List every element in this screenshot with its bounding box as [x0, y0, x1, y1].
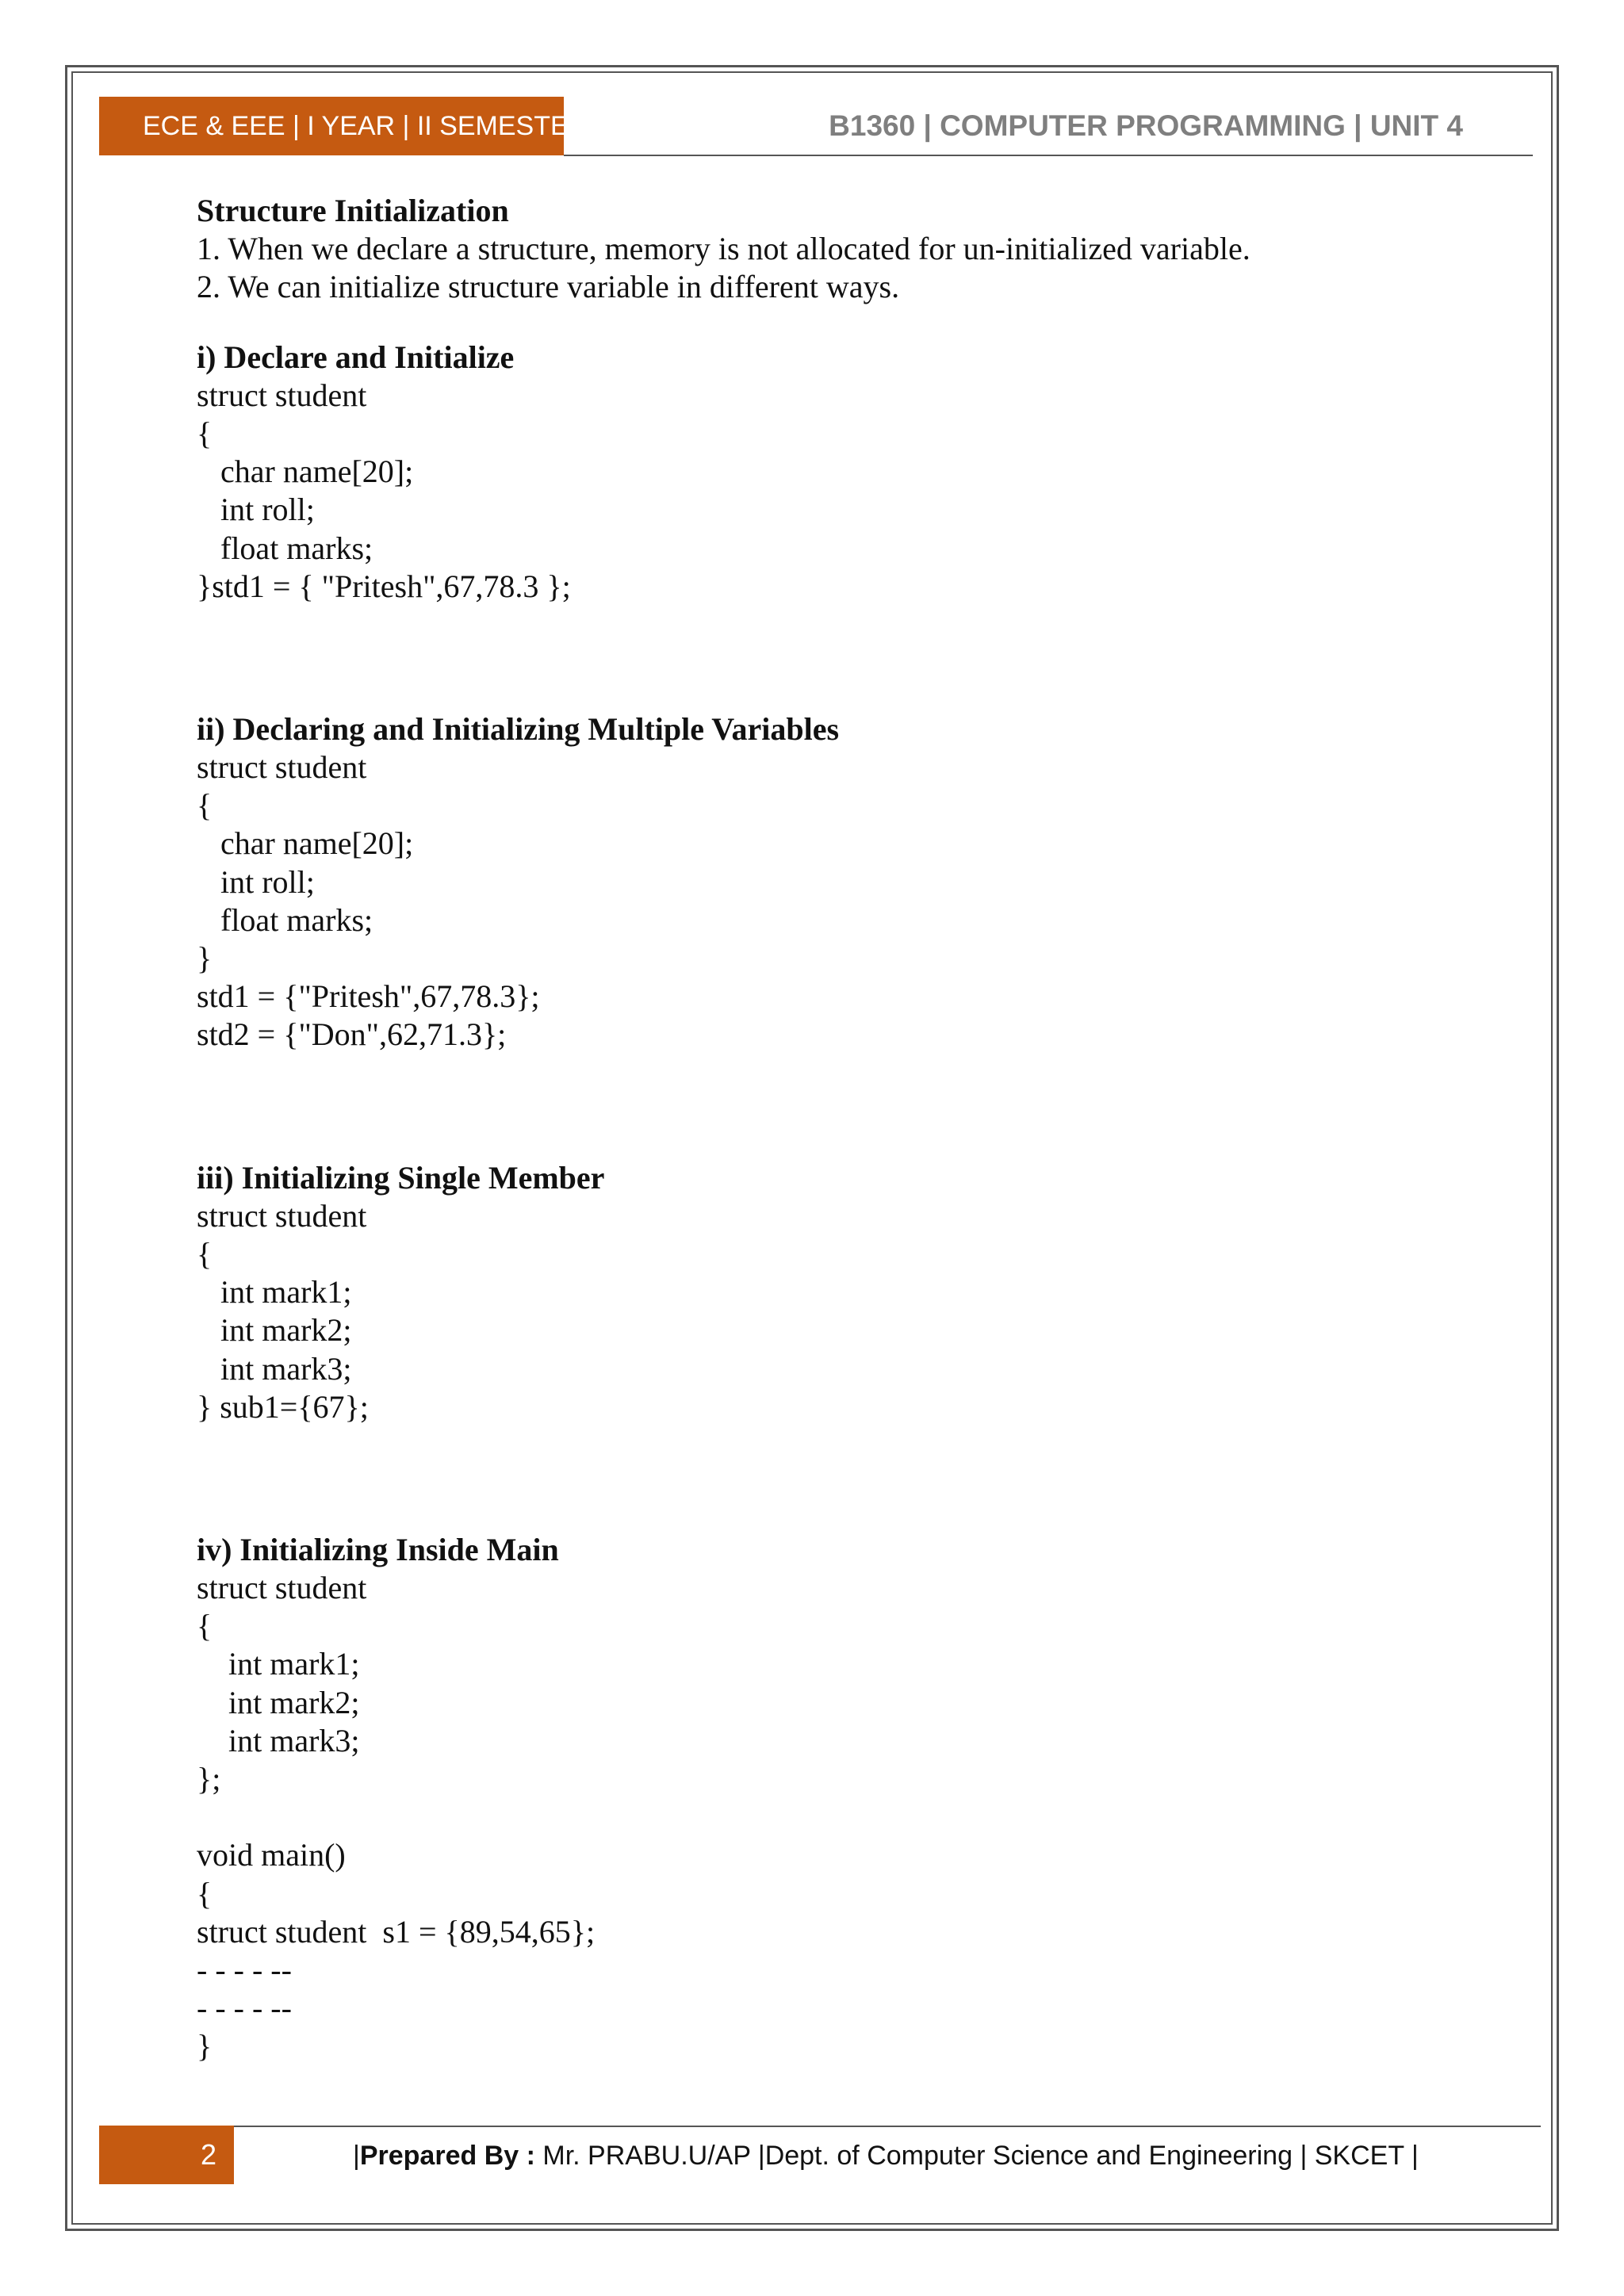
code-line: }; [197, 1761, 221, 1797]
intro-point-1: 1. When we declare a structure, memory is not allocated for un-initialized variable. [197, 231, 1251, 267]
code-line: int roll; [197, 492, 315, 528]
code-line: float marks; [197, 530, 373, 566]
footer-credits [353, 2133, 1419, 2178]
code-line: { [197, 1608, 213, 1644]
code-line: std2 = {"Don",62,71.3}; [197, 1016, 507, 1053]
code-line: void main() [197, 1837, 346, 1873]
code-line: struct student [197, 1197, 367, 1234]
page-title: Structure Initialization [197, 193, 509, 228]
document-body [197, 192, 1465, 2066]
header-course-title: B1360 | COMPUTER PROGRAMMING | UNIT 4 [829, 109, 1463, 142]
code-line: } sub1={67}; [197, 1388, 369, 1425]
code-line: }std1 = { "Pritesh",67,78.3 }; [197, 568, 571, 604]
footer-divider [234, 2126, 1541, 2127]
footer-institution: SKCET [1314, 2141, 1404, 2171]
code-line: struct student [197, 1570, 367, 1606]
code-line: int mark3; [197, 1722, 360, 1758]
footer-prepared-by-label: Prepared By : [359, 2141, 535, 2171]
section-heading-single-member: iii) Initializing Single Member [197, 1159, 605, 1196]
code-line: struct student [197, 749, 367, 786]
code-line: { [197, 1235, 213, 1272]
code-line: int mark2; [197, 1312, 352, 1349]
code-line: int mark3; [197, 1350, 352, 1387]
code-line: - - - - -- [197, 1990, 292, 2026]
section-heading-inside-main: iv) Initializing Inside Main [197, 1531, 559, 1567]
code-line: { [197, 415, 213, 451]
header-course-tag: ECE & EEE | I YEAR | II SEMESTER [99, 97, 564, 155]
footer-separator: | [353, 2141, 360, 2171]
code-line: float marks; [197, 901, 373, 938]
code-line: - - - - -- [197, 1951, 292, 1988]
intro-point-2: 2. We can initialize structure variable in different ways. [197, 269, 900, 305]
header-divider [564, 155, 1533, 156]
footer-separator: | [757, 2141, 765, 2171]
footer-page-number: 2 [99, 2126, 234, 2184]
code-line: { [197, 787, 213, 824]
section-heading-declare-initialize: i) Declare and Initialize [197, 339, 515, 375]
footer-separator: | [1300, 2141, 1308, 2171]
footer-author: Mr. PRABU.U/AP [542, 2141, 751, 2171]
code-line: char name[20]; [197, 825, 414, 862]
code-line: char name[20]; [197, 453, 414, 490]
code-line: struct student [197, 377, 367, 413]
code-line: int roll; [197, 863, 315, 900]
code-line: struct student s1 = {89,54,65}; [197, 1913, 596, 1950]
section-heading-multiple-variables: ii) Declaring and Initializing Multiple Variables [197, 710, 840, 747]
footer-separator: | [1411, 2141, 1419, 2171]
code-line: } [197, 2028, 213, 2064]
code-line: int mark1; [197, 1274, 352, 1311]
code-line: } [197, 940, 213, 976]
code-line: { [197, 1875, 213, 1911]
footer-department: Dept. of Computer Science and Engineering [764, 2141, 1293, 2171]
code-line: int mark1; [197, 1646, 360, 1682]
code-line: std1 = {"Pritesh",67,78.3}; [197, 978, 540, 1015]
code-line [197, 1798, 1465, 1836]
code-line: int mark2; [197, 1684, 360, 1720]
